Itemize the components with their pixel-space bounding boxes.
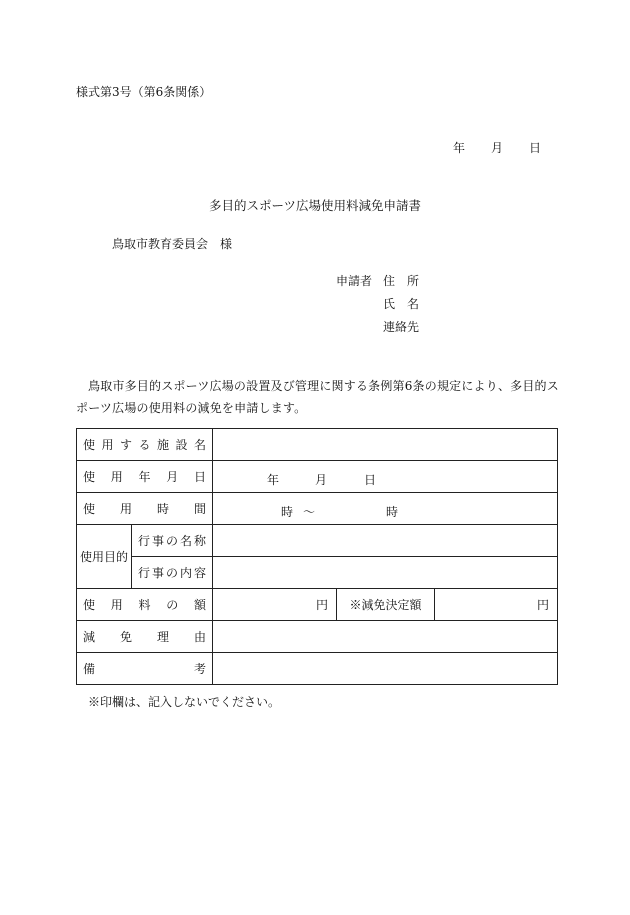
facility-label-cell xyxy=(77,429,213,461)
applicant-name-label: 氏 名 xyxy=(383,297,420,311)
time-tilde: ～ xyxy=(303,505,316,519)
submission-date xyxy=(453,142,543,156)
date-label: 使 用 年 月 日 xyxy=(83,470,207,484)
time-label: 使 用 時 間 xyxy=(83,502,207,516)
reduction-decision-label: ※減免決定額 xyxy=(337,589,435,621)
application-table xyxy=(76,428,558,685)
fee-label-cell xyxy=(77,589,213,621)
table-row-facility xyxy=(77,429,558,461)
facility-input-cell[interactable] xyxy=(213,429,558,461)
applicant-label: 申請者 xyxy=(336,274,373,288)
document-title: 多目的スポーツ広場使用料減免申請書 xyxy=(208,198,421,213)
event-content-input-cell[interactable] xyxy=(213,557,558,589)
table-row-remarks xyxy=(77,653,558,685)
usage-day: 日 xyxy=(364,473,377,487)
reason-label: 減 免 理 由 xyxy=(83,630,207,644)
date-month: 月 xyxy=(491,141,504,155)
event-content-label-cell xyxy=(132,557,213,589)
date-label-cell xyxy=(77,461,213,493)
application-statement: 鳥取市多目的スポーツ広場の設置及び管理に関する条例第6条の規定により、多目的スポーツ広場の使用料の減免を申請します。 xyxy=(76,379,559,415)
addressee: 鳥取市教育委員会 様 xyxy=(112,237,233,251)
table-row-event-content xyxy=(77,557,558,589)
form-number: 様式第3号（第6条関係） xyxy=(76,85,212,99)
time-from: 時 xyxy=(281,505,294,519)
date-year: 年 xyxy=(453,141,466,155)
reason-label-cell xyxy=(77,621,213,653)
table-row-time xyxy=(77,493,558,525)
fee-unit: 円 xyxy=(316,598,329,612)
event-name-input-cell[interactable] xyxy=(213,525,558,557)
usage-year: 年 xyxy=(267,473,280,487)
fee-input-cell[interactable] xyxy=(213,589,337,621)
reason-input-cell[interactable] xyxy=(213,621,558,653)
event-name-label-cell xyxy=(132,525,213,557)
usage-month: 月 xyxy=(315,473,328,487)
time-to: 時 xyxy=(386,505,399,519)
applicant-contact-label: 連絡先 xyxy=(383,320,420,334)
time-label-cell xyxy=(77,493,213,525)
applicant-address-label: 住 所 xyxy=(383,274,420,288)
footnote: ※印欄は、記入しないでください。 xyxy=(88,695,281,709)
reduction-unit: 円 xyxy=(537,598,550,612)
event-name-label: 行 事 の 名 称 xyxy=(138,534,207,548)
reduction-decision-input-cell[interactable] xyxy=(435,589,558,621)
date-day: 日 xyxy=(529,141,542,155)
table-row-event-name xyxy=(77,525,558,557)
event-content-label: 行 事 の 内 容 xyxy=(138,566,207,580)
facility-label: 使 用 す る 施 設 名 xyxy=(83,438,207,452)
remarks-input-cell[interactable] xyxy=(213,653,558,685)
date-input-cell[interactable] xyxy=(213,461,558,493)
remarks-label-cell xyxy=(77,653,213,685)
remarks-label: 備 考 xyxy=(83,662,207,676)
time-input-cell[interactable] xyxy=(213,493,558,525)
table-row-fee xyxy=(77,589,558,621)
table-row-date xyxy=(77,461,558,493)
table-row-reason xyxy=(77,621,558,653)
purpose-label: 使用目的 xyxy=(77,525,132,589)
fee-label: 使 用 料 の 額 xyxy=(83,598,207,612)
